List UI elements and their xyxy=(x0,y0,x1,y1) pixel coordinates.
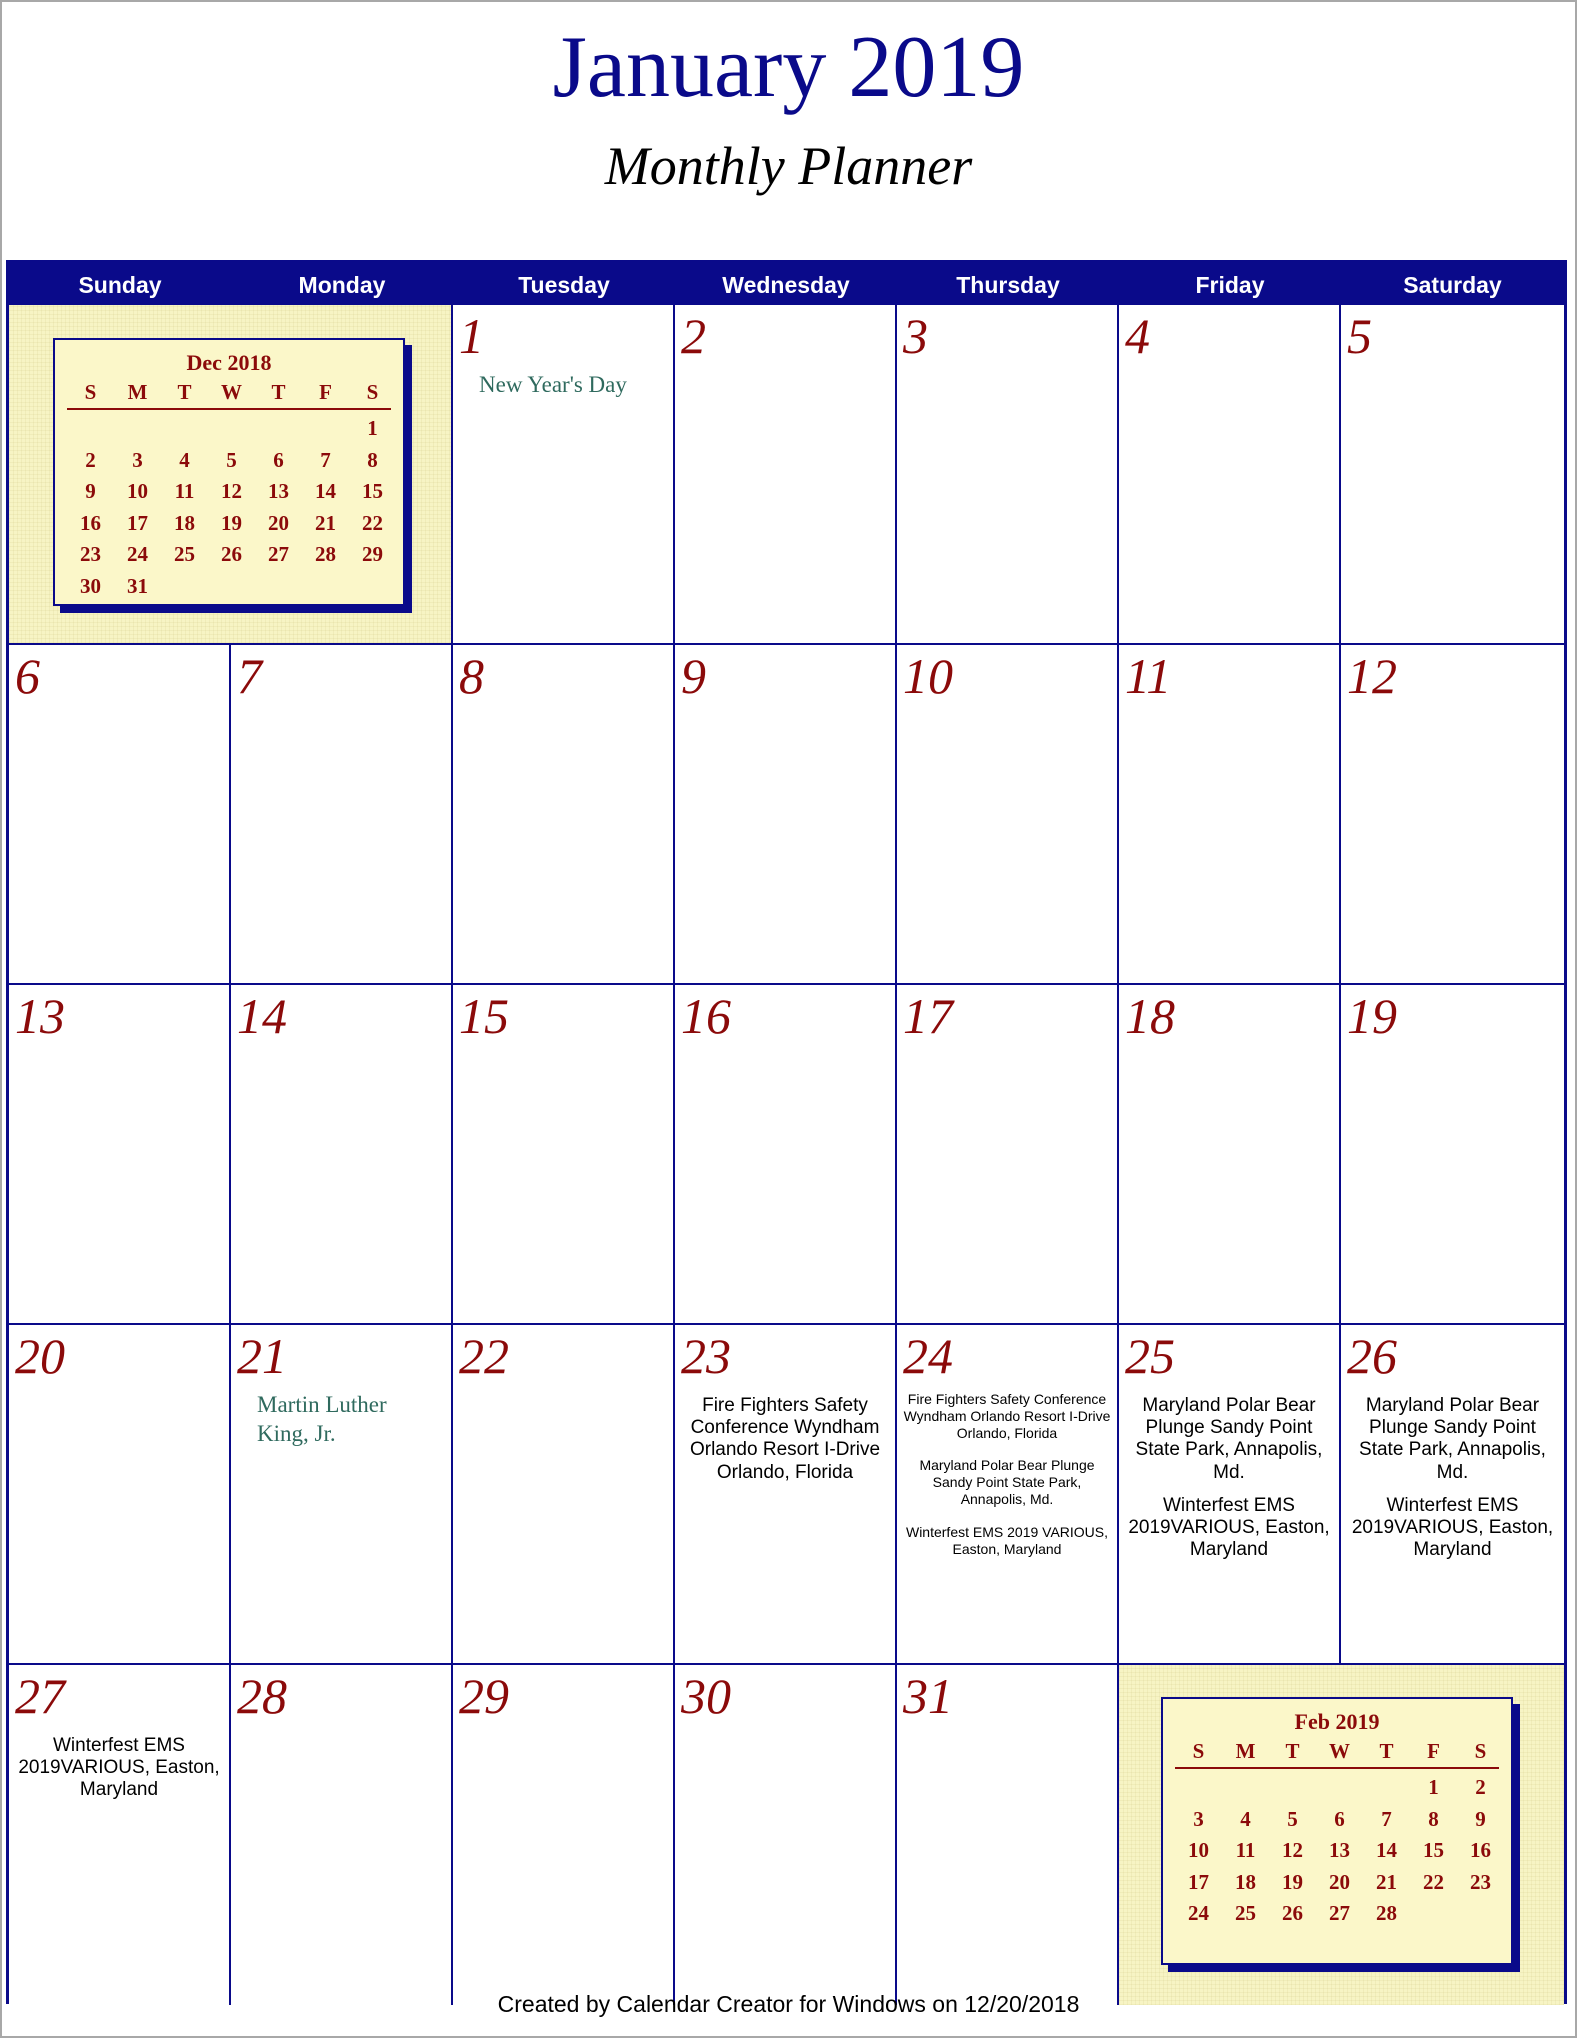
mini-weekday: T xyxy=(271,380,286,404)
day-number: 14 xyxy=(237,988,287,1044)
event-list xyxy=(679,1395,891,1495)
weekday-label-tuesday: Tuesday xyxy=(518,272,610,298)
day-number: 18 xyxy=(1125,988,1175,1044)
day-cell-1[interactable] xyxy=(453,305,675,645)
day-number: 10 xyxy=(903,648,953,704)
day-cell-30[interactable] xyxy=(675,1665,897,2005)
mini-day: 11 xyxy=(1235,1838,1256,1862)
mini-day: 30 xyxy=(80,573,101,598)
event-list xyxy=(1123,1395,1335,1573)
weekday-header xyxy=(9,263,1564,305)
mini-day: 27 xyxy=(1329,1901,1350,1925)
mini-day: 24 xyxy=(127,542,148,566)
mini-day: 25 xyxy=(1235,1901,1256,1925)
mini-day: 2 xyxy=(85,447,96,472)
day-cell-31[interactable] xyxy=(897,1665,1119,2005)
mini-day: 15 xyxy=(1423,1838,1444,1862)
day-cell-10[interactable] xyxy=(897,645,1119,985)
mini-weekday: W xyxy=(1329,1739,1350,1763)
mini-weekday: F xyxy=(319,380,332,404)
weekday-label-sunday: Sunday xyxy=(78,272,162,298)
day-number: 19 xyxy=(1347,988,1397,1044)
day-number: 9 xyxy=(681,648,706,704)
day-number: 22 xyxy=(459,1328,509,1384)
mini-day: 5 xyxy=(226,447,237,472)
mini-day: 4 xyxy=(1240,1806,1251,1831)
mini-weekday: S xyxy=(84,380,97,404)
day-number: 8 xyxy=(459,648,484,704)
mini-day: 21 xyxy=(315,510,336,535)
mini-day: 31 xyxy=(127,573,148,598)
weekday-label-wednesday: Wednesday xyxy=(722,272,850,298)
mini-day: 29 xyxy=(362,542,383,566)
day-number: 30 xyxy=(681,1668,731,1724)
day-cell-20[interactable] xyxy=(9,1325,231,1665)
day-cell-3[interactable] xyxy=(897,305,1119,645)
mini-day: 28 xyxy=(315,542,336,566)
mini-calendar-mini-next xyxy=(1161,1697,1513,1965)
day-number: 2 xyxy=(681,308,706,364)
holiday-label: Martin Luther King, Jr. xyxy=(257,1392,387,1446)
day-cell-7[interactable] xyxy=(231,645,453,985)
mini-day: 19 xyxy=(1282,1869,1303,1894)
day-number: 16 xyxy=(681,988,731,1044)
day-cell-2[interactable] xyxy=(675,305,897,645)
day-cell-13[interactable] xyxy=(9,985,231,1325)
day-cell-18[interactable] xyxy=(1119,985,1341,1325)
day-cell-28[interactable] xyxy=(231,1665,453,2005)
mini-day: 20 xyxy=(1329,1869,1350,1894)
day-cell-15[interactable] xyxy=(453,985,675,1325)
day-cell-5[interactable] xyxy=(1341,305,1564,645)
day-number: 31 xyxy=(903,1668,953,1724)
mini-day: 18 xyxy=(1235,1869,1256,1894)
day-number: 1 xyxy=(459,308,484,364)
mini-day: 26 xyxy=(221,542,242,566)
mini-day: 14 xyxy=(1376,1838,1397,1862)
day-number: 21 xyxy=(237,1328,287,1384)
mini-calendar-title: Feb 2019 xyxy=(1294,1709,1380,1734)
event-item[interactable]: Winterfest EMS 2019 VARIOUS, Easton, Maryland xyxy=(905,1523,1109,1557)
mini-weekday: T xyxy=(1285,1739,1300,1763)
mini-day: 17 xyxy=(127,510,148,535)
day-cell-16[interactable] xyxy=(675,985,897,1325)
day-number: 20 xyxy=(15,1328,65,1384)
mini-weekday: S xyxy=(1192,1739,1205,1763)
weekday-label-thursday: Thursday xyxy=(956,272,1060,298)
mini-day: 18 xyxy=(174,510,195,535)
mini-day: 17 xyxy=(1188,1869,1209,1894)
mini-weekday: T xyxy=(177,380,192,404)
day-cell-25[interactable] xyxy=(1119,1325,1341,1665)
event-list xyxy=(13,1735,225,1813)
mini-weekday: M xyxy=(127,380,148,404)
mini-day: 20 xyxy=(268,510,289,535)
day-number: 27 xyxy=(15,1668,65,1724)
mini-day: 10 xyxy=(127,479,148,503)
mini-day: 12 xyxy=(1282,1838,1303,1862)
mini-day: 1 xyxy=(1428,1775,1439,1799)
day-number: 5 xyxy=(1347,308,1372,364)
day-cell-27[interactable] xyxy=(9,1665,231,2005)
mini-day: 10 xyxy=(1188,1838,1209,1862)
day-cell-17[interactable] xyxy=(897,985,1119,1325)
weekday-label-friday: Friday xyxy=(1195,272,1265,298)
mini-day: 9 xyxy=(1475,1806,1486,1831)
day-cell-9[interactable] xyxy=(675,645,897,985)
mini-day: 23 xyxy=(1470,1869,1491,1894)
event-item[interactable]: Winterfest EMS 2019VARIOUS, Easton, Maryland xyxy=(1351,1494,1554,1561)
mini-day: 24 xyxy=(1188,1901,1209,1925)
event-item[interactable]: Winterfest EMS 2019VARIOUS, Easton, Maryland xyxy=(1128,1494,1330,1561)
mini-day: 23 xyxy=(80,542,101,566)
day-cell-19[interactable] xyxy=(1341,985,1564,1325)
next-month-area xyxy=(1119,1665,1564,2005)
mini-day: 13 xyxy=(268,479,289,503)
holiday-label: New Year's Day xyxy=(479,372,627,397)
day-cell-12[interactable] xyxy=(1341,645,1564,985)
mini-day: 1 xyxy=(367,416,378,440)
mini-calendar-mini-prev xyxy=(53,338,405,606)
mini-day: 8 xyxy=(367,447,378,472)
day-cell-11[interactable] xyxy=(1119,645,1341,985)
day-number: 7 xyxy=(237,648,262,704)
mini-divider xyxy=(67,408,391,410)
mini-day: 9 xyxy=(85,479,96,503)
mini-day: 12 xyxy=(221,479,242,503)
mini-weekday: T xyxy=(1379,1739,1394,1763)
calendar-grid xyxy=(6,260,1567,2004)
event-list xyxy=(901,1391,1113,1573)
day-number: 23 xyxy=(681,1328,731,1384)
prev-month-area xyxy=(9,305,453,645)
day-number: 11 xyxy=(1125,648,1172,704)
day-cell-14[interactable] xyxy=(231,985,453,1325)
page-title: January 2019 xyxy=(552,19,1025,116)
mini-day: 8 xyxy=(1428,1806,1439,1831)
event-item[interactable]: Winterfest EMS 2019VARIOUS, Easton, Maryland xyxy=(18,1735,220,1801)
mini-weekday: W xyxy=(221,380,242,404)
mini-day: 13 xyxy=(1329,1838,1350,1862)
event-item[interactable]: Maryland Polar Bear Plunge Sandy Point State Park, Annapolis, Md. xyxy=(1135,1395,1323,1483)
mini-day: 19 xyxy=(221,510,242,535)
mini-day: 22 xyxy=(362,510,383,535)
event-item[interactable]: Fire Fighters Safety Conference Wyndham Orlando Resort I-Drive Orlando, Florida xyxy=(903,1391,1111,1441)
day-number: 24 xyxy=(903,1328,953,1384)
day-number: 25 xyxy=(1125,1328,1175,1384)
mini-day: 27 xyxy=(268,542,289,566)
mini-day: 14 xyxy=(315,479,336,503)
day-cell-8[interactable] xyxy=(453,645,675,985)
day-number: 4 xyxy=(1125,308,1150,364)
footer-credit: Created by Calendar Creator for Windows on 12/20/2018 xyxy=(497,1991,1080,2017)
mini-day: 6 xyxy=(273,447,284,472)
day-cell-23[interactable] xyxy=(675,1325,897,1665)
mini-day: 15 xyxy=(362,479,383,503)
day-number: 17 xyxy=(903,988,953,1044)
mini-day: 16 xyxy=(1470,1838,1491,1862)
day-cell-24[interactable] xyxy=(897,1325,1119,1665)
event-item[interactable]: Maryland Polar Bear Plunge Sandy Point State Park, Annapolis, Md. xyxy=(1359,1395,1546,1483)
event-item[interactable]: Fire Fighters Safety Conference Wyndham Orlando Resort I-Drive Orlando, Florida xyxy=(689,1395,881,1483)
mini-day: 5 xyxy=(1287,1806,1298,1831)
mini-divider xyxy=(1175,1767,1499,1769)
mini-weekday: F xyxy=(1427,1739,1440,1763)
day-number: 6 xyxy=(15,648,40,704)
mini-weekday: S xyxy=(1474,1739,1487,1763)
mini-day: 26 xyxy=(1282,1901,1303,1925)
weekday-label-saturday: Saturday xyxy=(1403,272,1502,298)
mini-day: 16 xyxy=(80,510,101,535)
mini-calendar-title: Dec 2018 xyxy=(186,350,272,375)
mini-day: 28 xyxy=(1376,1901,1397,1925)
day-number: 3 xyxy=(903,308,928,364)
day-number: 28 xyxy=(237,1668,287,1724)
day-cell-21[interactable] xyxy=(231,1325,453,1665)
day-number: 15 xyxy=(459,988,509,1044)
mini-day: 22 xyxy=(1423,1869,1444,1894)
mini-day: 3 xyxy=(1193,1806,1204,1831)
mini-day: 4 xyxy=(179,447,190,472)
day-number: 26 xyxy=(1347,1328,1397,1384)
day-number: 29 xyxy=(459,1668,509,1724)
mini-day: 2 xyxy=(1475,1775,1486,1799)
mini-day: 11 xyxy=(174,479,195,503)
weekday-label-monday: Monday xyxy=(298,272,386,298)
mini-day: 7 xyxy=(320,447,331,472)
mini-day: 21 xyxy=(1376,1869,1397,1894)
page-subtitle: Monthly Planner xyxy=(604,136,973,196)
mini-day: 6 xyxy=(1334,1806,1345,1831)
event-item[interactable]: Maryland Polar Bear Plunge Sandy Point State Park, Annapolis, Md. xyxy=(919,1457,1095,1507)
mini-day: 25 xyxy=(174,542,195,566)
day-cell-22[interactable] xyxy=(453,1325,675,1665)
event-list xyxy=(1345,1395,1560,1573)
day-number: 12 xyxy=(1347,648,1397,704)
mini-weekday: M xyxy=(1235,1739,1256,1763)
day-cell-6[interactable] xyxy=(9,645,231,985)
mini-day: 3 xyxy=(132,447,143,472)
day-cell-26[interactable] xyxy=(1341,1325,1564,1665)
day-cell-4[interactable] xyxy=(1119,305,1341,645)
mini-weekday: S xyxy=(366,380,379,404)
day-cell-29[interactable] xyxy=(453,1665,675,2005)
mini-day: 7 xyxy=(1381,1806,1392,1831)
day-number: 13 xyxy=(15,988,65,1044)
